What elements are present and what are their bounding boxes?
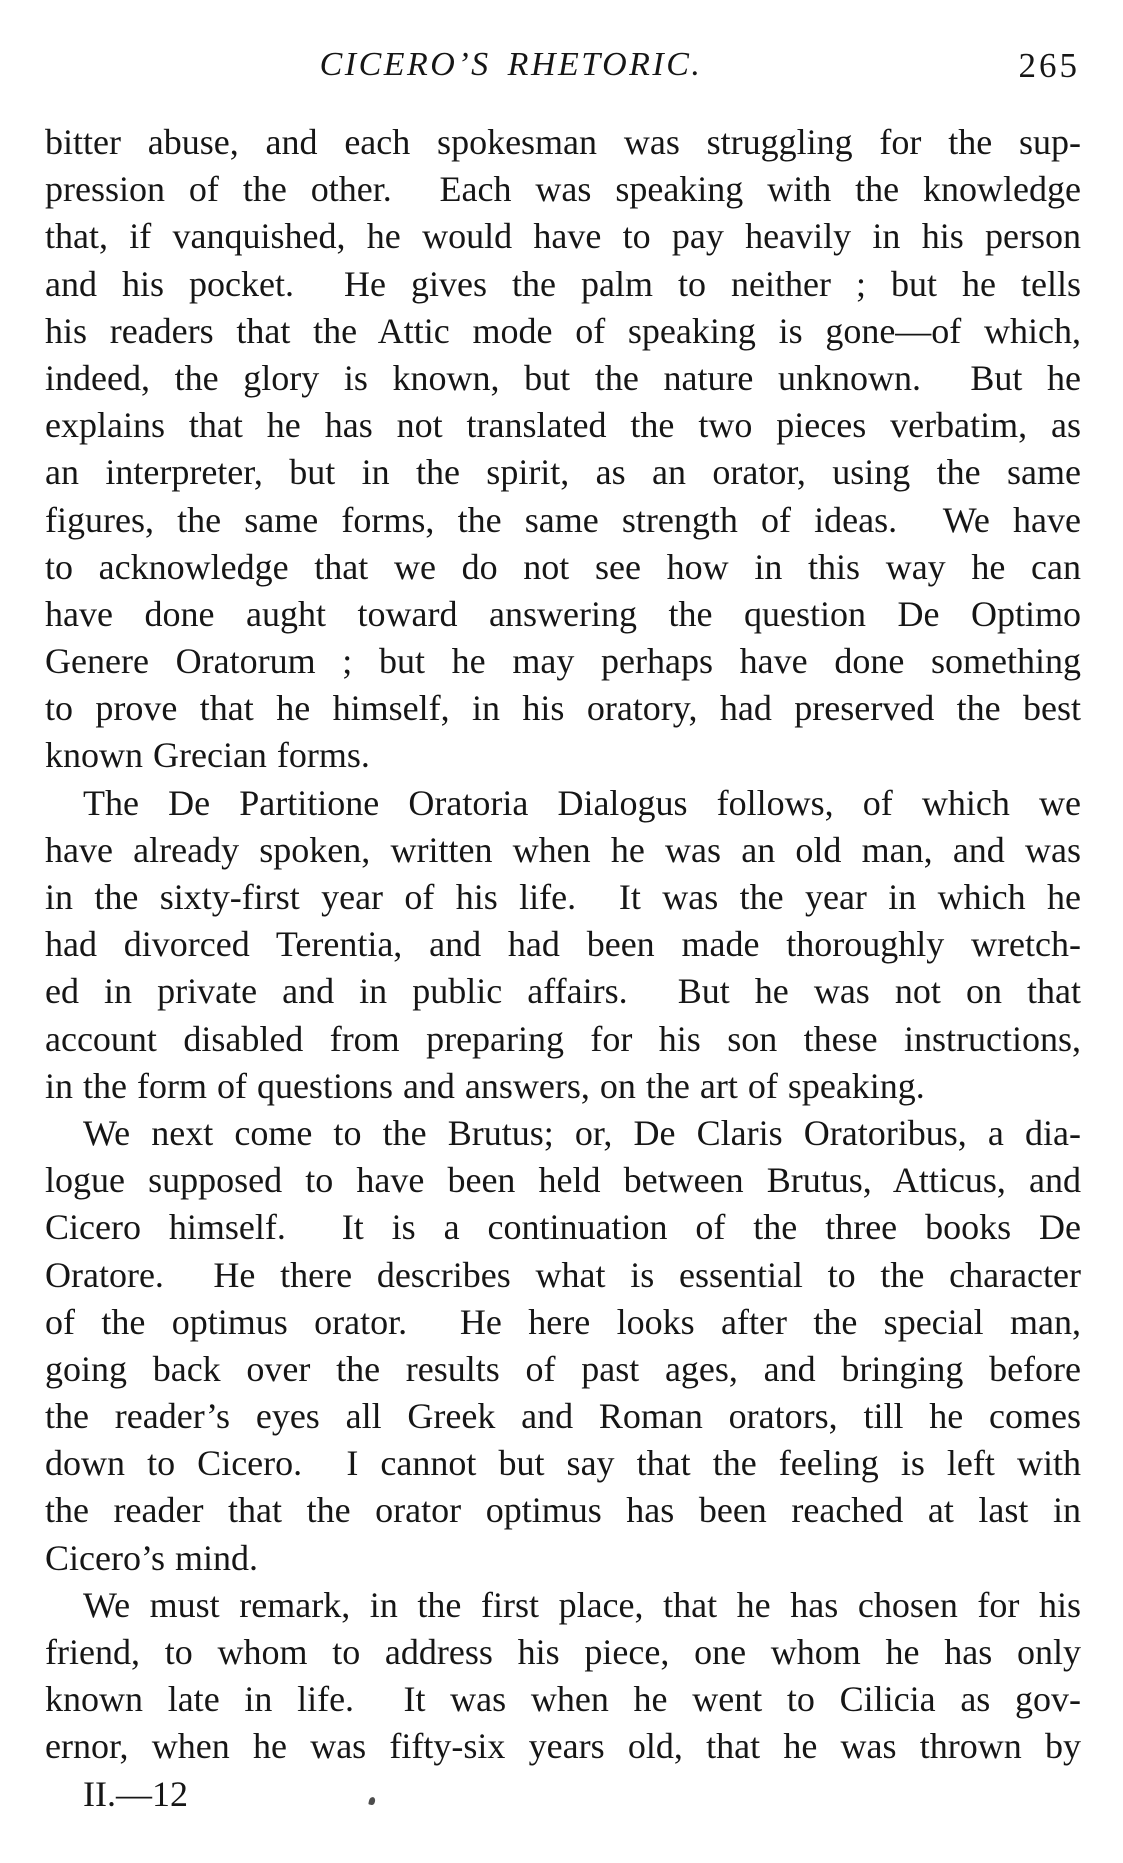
text-line: have done aught toward answering the question De Optimo (45, 593, 1081, 634)
text-line: had divorced Terentia, and had been made thoroughly wretch- (45, 924, 1081, 965)
page-header (0, 46, 1123, 90)
text-line: Oratore. He there describes what is essential to the character (45, 1254, 1081, 1295)
text-line: bitter abuse, and each spokesman was struggling for the sup- (45, 122, 1081, 162)
text-line: logue supposed to have been held between Brutus, Atticus, and (45, 1160, 1081, 1201)
text-line: have already spoken, written when he was an old man, and was (45, 829, 1081, 870)
text-line: and his pocket. He gives the palm to neither ; but he tells (45, 263, 1081, 304)
text-line: in the form of questions and answers, on the art of speaking. (45, 1065, 925, 1106)
text-line: pression of the other. Each was speaking with the knowledge (45, 169, 1081, 210)
text-line: We must remark, in the first place, that he has chosen for his (83, 1584, 1081, 1625)
text-line: the reader’s eyes all Greek and Roman orators, till he comes (45, 1396, 1081, 1437)
text-line: The De Partitione Oratoria Dialogus follows, of which we (83, 782, 1081, 823)
running-header-title: CICERO’S RHETORIC. (319, 46, 703, 83)
text-line: in the sixty-first year of his life. It was the year in which he (45, 877, 1081, 917)
text-line: indeed, the glory is known, but the nature unknown. But he (45, 357, 1081, 398)
text-line: Cicero himself. It is a continuation of the three books De (45, 1207, 1081, 1248)
text-line: explains that he has not translated the two pieces verbatim, as (45, 405, 1081, 446)
text-line: his readers that the Attic mode of speaking is gone—of which, (45, 310, 1081, 351)
text-line: the reader that the orator optimus has been reached at last in (45, 1490, 1081, 1531)
page-number: 265 (1018, 46, 1080, 85)
text-line: known late in life. It was when he went to Cilicia as gov- (45, 1679, 1081, 1720)
text-line: an interpreter, but in the spirit, as an orator, using the same (45, 452, 1081, 493)
text-line: going back over the results of past ages, and bringing before (45, 1348, 1081, 1389)
text-line: figures, the same forms, the same strength of ideas. We have (45, 499, 1081, 540)
text-line: friend, to whom to address his piece, one whom he has only (45, 1632, 1081, 1672)
text-line: that, if vanquished, he would have to pay heavily in his person (45, 216, 1081, 257)
body-text (45, 119, 1081, 1818)
text-line: of the optimus orator. He here looks after the special man, (45, 1301, 1081, 1342)
text-line: account disabled from preparing for his son these instructions, (45, 1018, 1081, 1059)
text-line: Cicero’s mind. (45, 1537, 258, 1578)
text-line: to prove that he himself, in his oratory, had preserved the best (45, 688, 1081, 729)
text-line: ernor, when he was fifty-six years old, that he was thrown by (45, 1726, 1081, 1767)
text-line: down to Cicero. I cannot but say that the feeling is left with (45, 1443, 1081, 1484)
text-line: II.—12 (83, 1773, 188, 1814)
text-line: known Grecian forms. (45, 735, 370, 776)
text-line: to acknowledge that we do not see how in this way he can (45, 546, 1081, 587)
text-line: Genere Oratorum ; but he may perhaps have done something (45, 641, 1081, 682)
text-line: We next come to the Brutus; or, De Claris Oratoribus, a dia- (83, 1112, 1081, 1153)
text-line: ed in private and in public affairs. But he was not on that (45, 971, 1081, 1012)
